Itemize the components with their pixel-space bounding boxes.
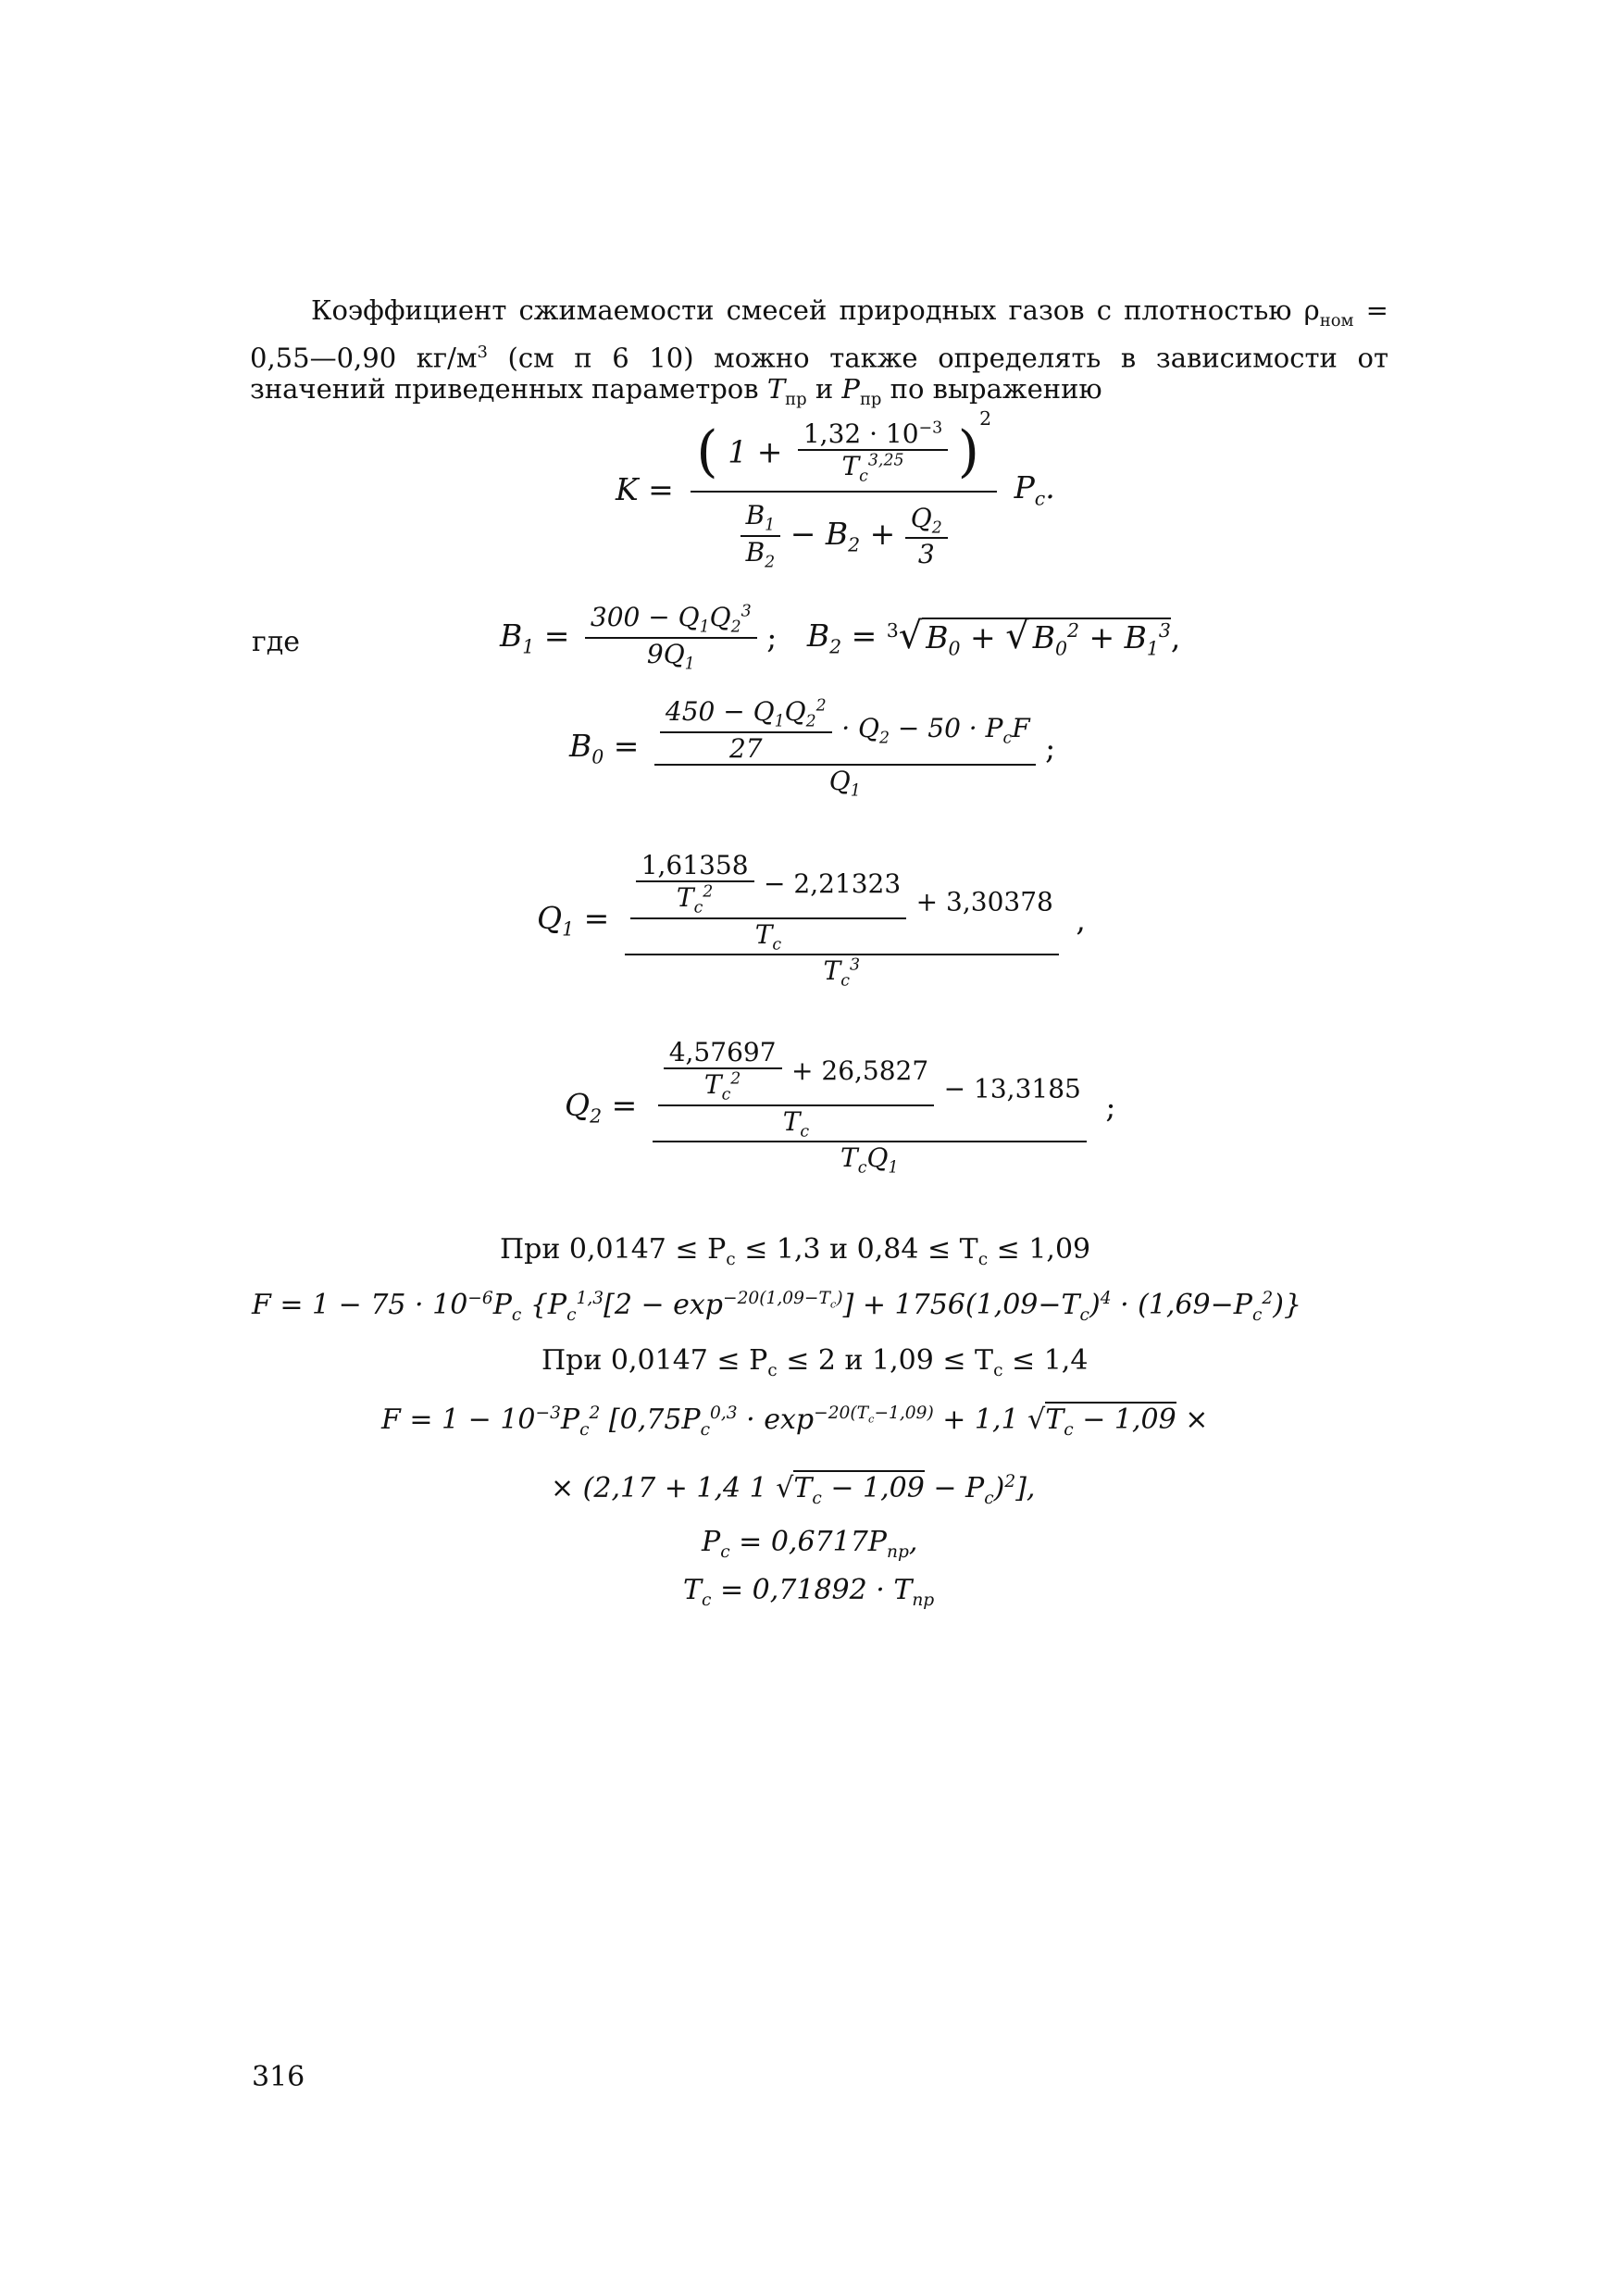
q2-inner-top: 4,57697 <box>664 1037 782 1069</box>
equation-b0 <box>569 696 1055 800</box>
equation-b1-b2: $B_1$ = $\frac{300 - Q_1Q_2^3}{9Q_1}$ ; $B_2 = ^3√$ $B_0$ + √ $B_0^2 + B_1^3$, <box>500 602 1181 674</box>
q1-mid-denominator: $T_c$ <box>754 918 782 955</box>
k-den-q2: $Q_2$ <box>905 503 948 540</box>
b0-num-rest: · $Q_2 - 50 \cdot P_cF$ <box>841 712 1030 748</box>
k-power: 2 <box>979 407 992 430</box>
equation-f2-line2: × (2,17 + 1,4 1 $√T_c - 1,09 - P_c)^2$], <box>551 1472 1036 1508</box>
b1-lhs: $B_1$ = <box>500 617 570 658</box>
page-number: 316 <box>252 2061 305 2093</box>
q2-inner-bottom: $T_c^2$ <box>703 1069 741 1104</box>
equation-k <box>616 407 1055 571</box>
b1-tail: ; <box>766 619 778 656</box>
k-inner-top: $1,32 \cdot 10^{-3}$ <box>798 418 948 451</box>
condition-1: При $0,0147 \le P_c \le 1,3$ и $0,84 \le T_c \le 1,09$ <box>500 1233 1091 1269</box>
equation-q1 <box>537 850 1086 991</box>
b0-inner-top: $450 - Q_1Q_2^2$ <box>660 696 832 733</box>
q1-lhs: $Q_1$ = <box>537 900 610 941</box>
b2-tail: , <box>1170 619 1181 656</box>
b1-numerator: $300 - Q_1Q_2^3$ <box>585 602 757 639</box>
where-label: где <box>252 626 300 658</box>
q2-lhs: $Q_2$ = <box>565 1087 638 1128</box>
q1-denominator: $T_c^3$ <box>823 955 860 991</box>
b0-denominator: $Q_1$ <box>828 765 861 801</box>
equation-k-fraction: ( 1 + $\frac{1,32 \cdot 10^{-3}}{T_c^{3,25}}$ )$^2$ $\frac{B_1}{B_2}$ − $B_2$ + $\frac{Q_2}{3}$ <box>691 407 997 571</box>
q2-inner-rest: + 26,5827 <box>791 1054 929 1086</box>
equation-q2 <box>565 1037 1115 1178</box>
b0-lhs: $B_0$ = <box>569 728 640 768</box>
b0-tail: ; <box>1045 730 1056 767</box>
b1-denominator: $9Q_1$ <box>646 638 695 674</box>
q1-inner-rest: − 2,21323 <box>764 867 902 899</box>
k-den-middle: − $B_2$ + <box>790 516 896 556</box>
k-tail: $P_c$. <box>1014 468 1055 510</box>
equation-f1: $F = 1 - 75 \cdot 10^{-6}P_c$ $\{P_c^{1,3}[2 - \exp^{-20(1,09-T_c)}] + 1756(1,09-T_c)^4 \cdot (1,69-P_c^2)\}$ <box>252 1289 1302 1325</box>
equation-pc: $P_c = 0,6717P_{пр}$, <box>702 1526 918 1562</box>
equation-tc: $T_c = 0,71892 \cdot T_{пр}$ <box>683 1574 935 1610</box>
b2-root-index: 3 <box>886 619 899 643</box>
equation-k-lhs: K = <box>616 471 674 508</box>
k-inner-bottom: $T_c^{3,25}$ <box>841 450 904 486</box>
k-one-plus: 1 + <box>728 433 783 470</box>
q1-mid-rest: + 3,30378 <box>915 886 1053 917</box>
q2-mid-rest: − 13,3185 <box>943 1073 1081 1104</box>
k-den-b1: $B_1$ <box>741 500 781 537</box>
q2-tail: ; <box>1105 1089 1116 1126</box>
q2-mid-denominator: $T_c$ <box>782 1105 810 1142</box>
q1-inner-top: 1,61358 <box>636 850 754 882</box>
equation-f2-line1: $F = 1 - 10^{-3}P_c^2$ [$0,75P_c^{0,3} \cdot \exp^{-20(T_c-1,09)} + 1,1$ $√T_c - 1,09$ × <box>381 1404 1209 1440</box>
q1-inner-bottom: $T_c^2$ <box>676 882 714 917</box>
intro-paragraph: Коэффициент сжимаемости смесей природных газов с плотностью $\rho_{ном}$ = 0,55—0,90 $кг/м^3$ (см п 6 10) можно также определять в зависимости от значений приведенных параметров $T_{пр}$ и $P_{пр}$ по выражению <box>250 294 1388 410</box>
b2-radicand: $B_0$ + √ $B_0^2 + B_1^3$ <box>922 618 1171 655</box>
b0-inner-bottom: 27 <box>728 732 763 764</box>
condition-2: При $0,0147 \le P_c \le 2$ и $1,09 \le T_c \le 1,4$ <box>541 1344 1089 1380</box>
q1-tail: , <box>1076 902 1086 939</box>
b2-inner-radicand: $B_0^2 + B_1^3$ <box>1029 618 1171 655</box>
q2-denominator: $T_cQ_1$ <box>840 1142 899 1178</box>
b2-lhs: $B_2$ = <box>806 617 877 658</box>
k-den-3: 3 <box>917 539 935 570</box>
k-den-b2: $B_2$ <box>745 536 776 572</box>
